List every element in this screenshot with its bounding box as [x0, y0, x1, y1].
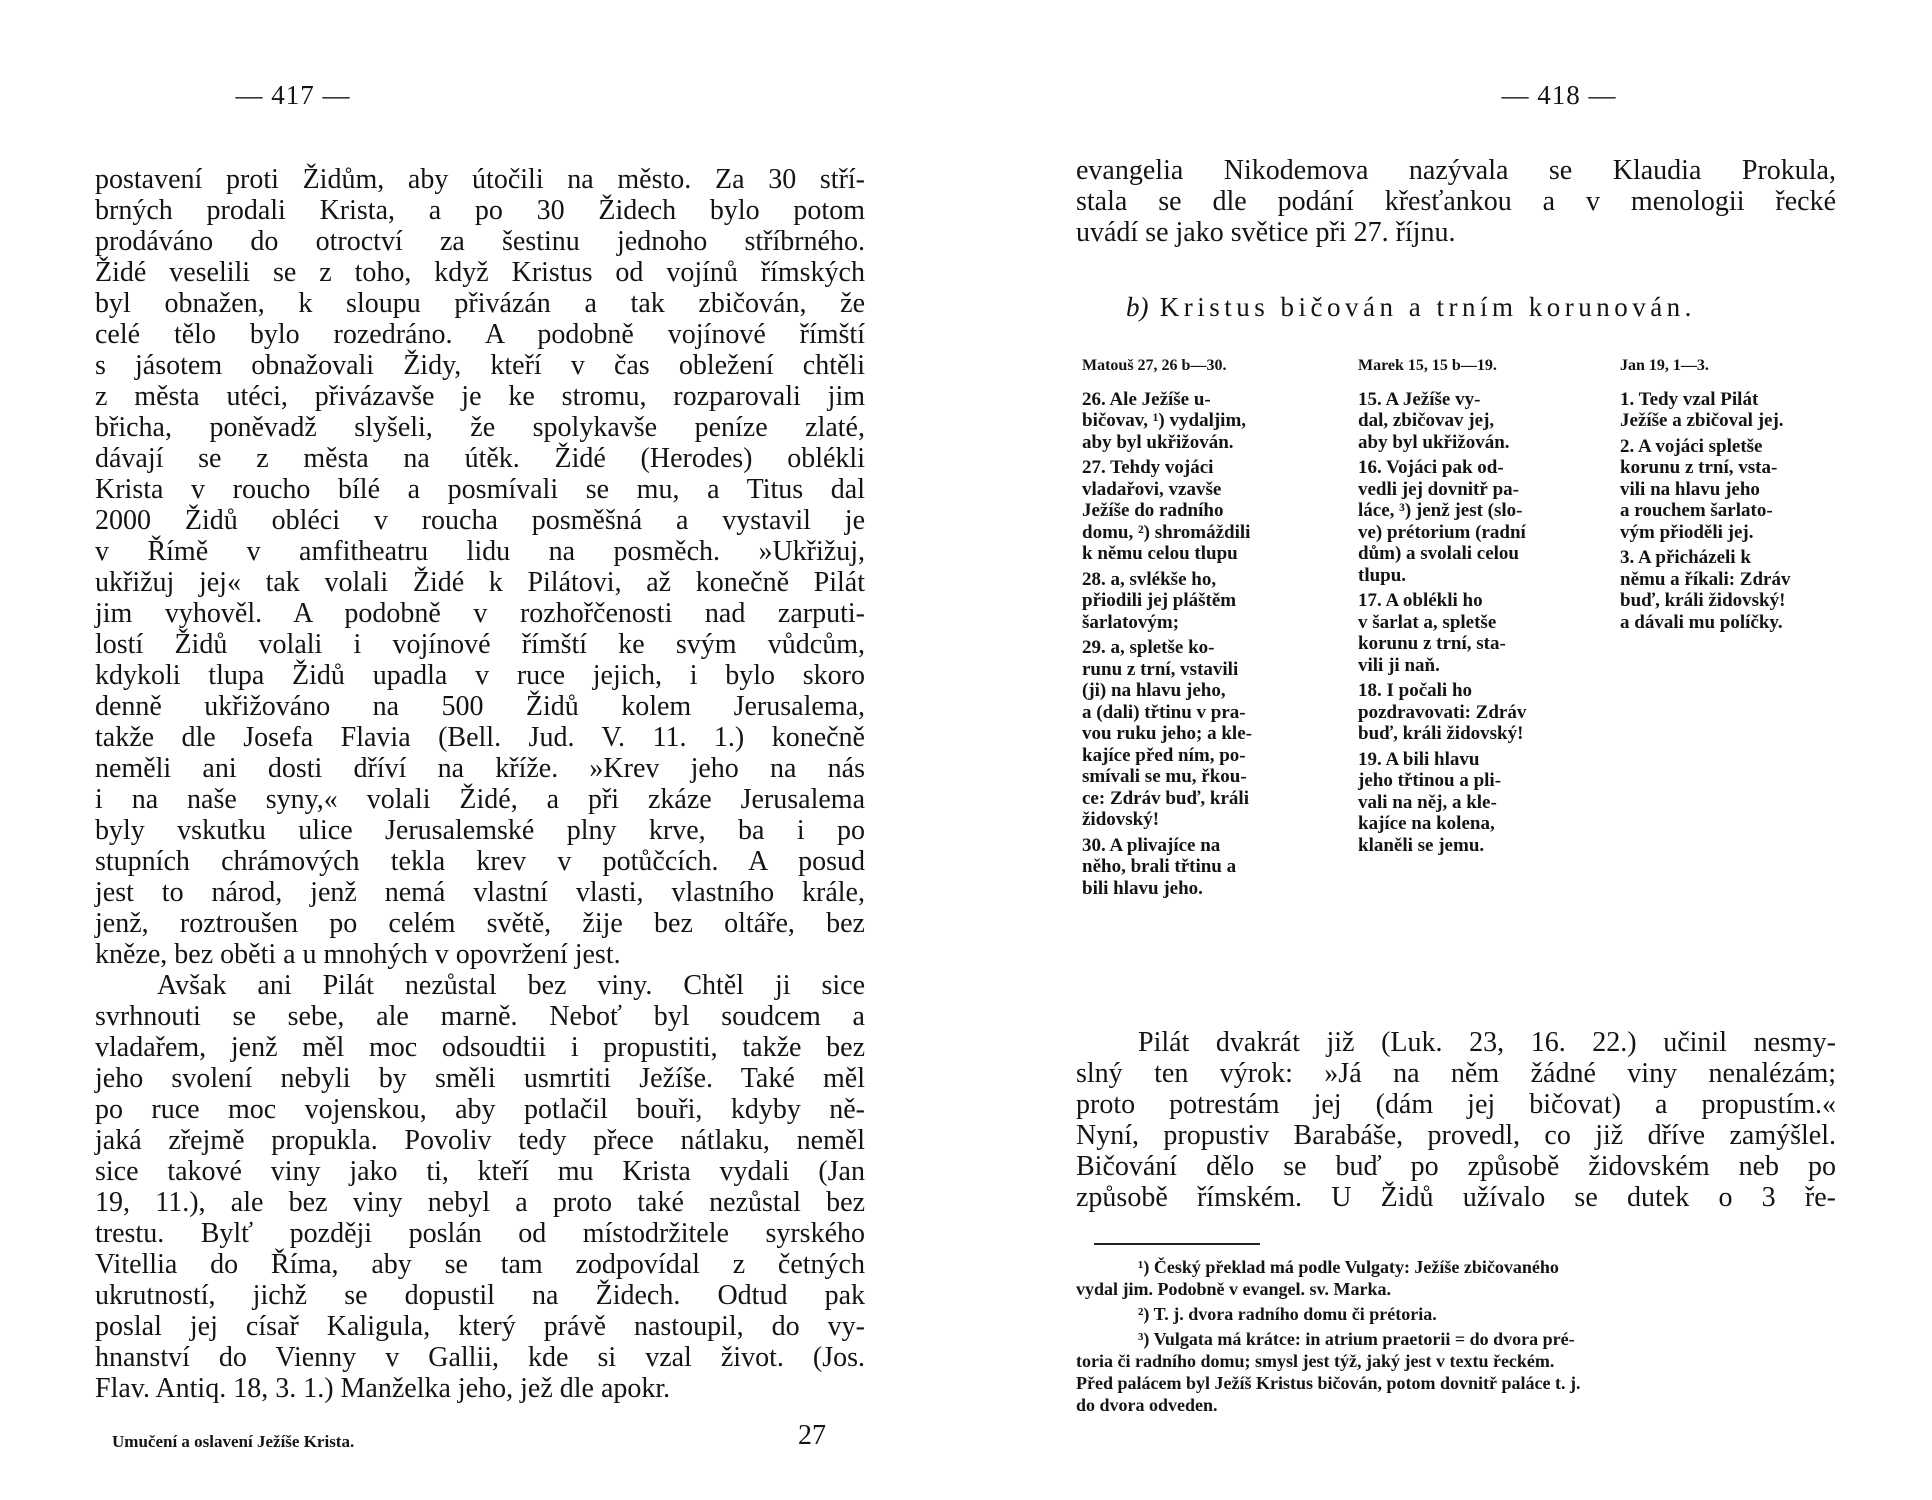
verse-line: domu, ²) shromáždili	[1082, 521, 1251, 543]
column-reference: Marek 15, 15 b—19.	[1358, 357, 1497, 374]
verse-line: (ji) na hlavu jeho,	[1082, 680, 1226, 701]
text-line: Flav. Antiq. 18, 3. 1.) Manželka jeho, jež dle apokr.	[95, 1373, 671, 1404]
text-line: Bičování dělo se buď po způsobě židovském neb po	[1076, 1151, 1836, 1182]
text-line: denně ukřižováno na 500 Židů kolem Jerusalema,	[95, 691, 865, 722]
text-line: jeho svolení nebyli by směli usmrtiti Ježíše. Také měl	[95, 1063, 865, 1094]
verse	[1358, 457, 1576, 586]
verse-line: vedli jej dovnitř pa-	[1358, 478, 1519, 500]
text-line: kněze, bez oběti a u mnohých v opovržení jest.	[95, 939, 621, 970]
text-line: slný ten výrok: »Já na něm žádné viny nenalézám;	[1076, 1058, 1836, 1089]
text-line: vladařem, jenž měl moc odsoudtii i propustiti, takže bez	[95, 1032, 865, 1063]
text-line: stupních chrámových tekla krev v potůčcích. A posud	[95, 846, 865, 877]
verse-line: kajíce před ním, po-	[1082, 744, 1246, 766]
text-line: s jásotem obnažovali Židy, kteří v čas obležení chtěli	[95, 350, 865, 381]
text-line: 2000 Židů obléci v roucha posměšná a vystavil je	[95, 505, 865, 536]
verse-line: 30. A plivajíce na	[1082, 834, 1221, 856]
text-line: brných prodali Krista, a po 30 Židech bylo potom	[95, 195, 865, 226]
text-line: hnanství do Vienny v Gallii, kde si vzal život. (Jos.	[95, 1342, 865, 1373]
text-line: z města utéci, přivázavše je ke stromu, rozparovali jim	[95, 381, 865, 412]
verse-line: korunu z trní, sta-	[1358, 633, 1506, 654]
verse-line: němu a říkali: Zdráv	[1620, 568, 1791, 590]
verse-line: Ježíše a zbičoval jej.	[1620, 410, 1784, 431]
column-reference: Matouš 27, 26 b—30.	[1082, 357, 1227, 374]
text-line: takže dle Josefa Flavia (Bell. Jud. V. 11. 1.) konečně	[95, 722, 865, 753]
footnotes	[1076, 1256, 1836, 1416]
text-line: proto potrestám jej (dám jej bičovat) a propustím.«	[1076, 1089, 1836, 1120]
verse-line: 1. Tedy vzal Pilát	[1620, 388, 1759, 410]
column-reference: Jan 19, 1—3.	[1620, 357, 1709, 374]
verse-line: 2. A vojáci spletše	[1620, 435, 1763, 457]
text-line: Židé veselili se z toho, když Kristus od vojínů římských	[95, 257, 865, 288]
text-line: břicha, poněvadž slyšeli, že spolykavše peníze zlaté,	[95, 412, 865, 443]
verse-line: aby byl ukřižován.	[1082, 431, 1234, 453]
verse-line: dal, zbičovav jej,	[1358, 410, 1495, 431]
verse-line: a dávali mu políčky.	[1620, 611, 1783, 633]
footnote-line: toria či radního domu; smysl jest týž, jaký jest v textu řeckém.	[1076, 1351, 1555, 1371]
verse-line: k němu celou tlupu	[1082, 543, 1238, 564]
verse-line: a rouchem šarlato-	[1620, 500, 1773, 521]
text-line: jest to národ, jenž nemá vlastní vlasti, vlastního krále,	[95, 877, 865, 908]
footnote-divider	[1094, 1243, 1260, 1245]
verse-line: buď, králi židovský!	[1358, 723, 1524, 744]
footnote-line: ³) Vulgata má krátce: in atrium praetorii = do dvora pré-	[1138, 1329, 1575, 1349]
verse-line: vili ji naň.	[1358, 654, 1440, 676]
verse-line: 18. I počali ho	[1358, 680, 1473, 701]
verse-line: kajíce na kolena,	[1358, 813, 1495, 834]
verse-line: vali na něj, a kle-	[1358, 791, 1497, 813]
text-line: ukřižuj jej« tak volali Židé k Pilátovi, až konečně Pilát	[95, 567, 865, 598]
text-line: byly vskutku ulice Jerusalemské plny krve, ba i po	[95, 815, 865, 846]
verse-line: 15. A Ježíše vy-	[1358, 388, 1481, 410]
text-line: poslal jej císař Kaligula, který právě nastoupil, do vy-	[95, 1311, 865, 1342]
verse-line: dům) a svolali celou	[1358, 543, 1519, 564]
text-line: prodáváno do otroctví za šestinu jednoho stříbrného.	[95, 226, 865, 257]
verse-line: vým přioděli jej.	[1620, 521, 1754, 543]
verse-line: 28. a, svlékše ho,	[1082, 568, 1217, 590]
footnote-line: do dvora odveden.	[1076, 1395, 1218, 1415]
verse-line: vou ruku jeho; a kle-	[1082, 723, 1252, 744]
gospel-column-john	[1620, 355, 1852, 633]
footnote-line: ¹) Český překlad má podle Vulgaty: Ježíše zbičovaného	[1138, 1257, 1559, 1277]
text-line: uvádí se jako světice při 27. říjnu.	[1076, 217, 1456, 248]
text-line: 19, 11.), ale bez viny nebyl a proto také nezůstal bez	[95, 1187, 865, 1218]
verse	[1358, 680, 1576, 745]
text-line: lostí Židů volali i vojínové římští ke svým vůdcům,	[95, 629, 865, 660]
verse-line: tlupu.	[1358, 564, 1407, 586]
commentary-paragraph	[1076, 1027, 1836, 1213]
page-number-418: — 418 —	[1501, 80, 1617, 110]
right-page	[966, 0, 1932, 1500]
footnote	[1076, 1256, 1836, 1300]
verse-line: 27. Tehdy vojáci	[1082, 457, 1214, 478]
text-line: Krista v roucho bílé a posmívali se mu, a Titus dal	[95, 474, 865, 505]
verse	[1082, 637, 1300, 831]
text-line: i na naše syny,« volali Židé, a při zkáze Jerusalema	[95, 784, 865, 815]
verse	[1358, 749, 1576, 857]
verse-line: přiodili jej pláštěm	[1082, 590, 1237, 611]
verse-line: smívali se mu, řkou-	[1082, 766, 1247, 787]
verse-line: ve) prétorium (radní	[1358, 521, 1526, 543]
text-line: po ruce moc vojenskou, aby potlačil bouři, kdyby ně-	[95, 1094, 865, 1125]
text-line: neměli ani dosti dříví na kříže. »Krev jeho na nás	[95, 753, 865, 784]
text-line: jenž, roztroušen po celém světě, žije bez oltáře, bez	[95, 908, 865, 939]
footnote	[1076, 1303, 1836, 1325]
text-line: postavení proti Židům, aby útočili na město. Za 30 stří-	[95, 164, 865, 195]
verse-line: Ježíše do radního	[1082, 500, 1224, 521]
text-line: stala se dle podání křesťankou a v menologii řecké	[1076, 186, 1836, 217]
text-line: jim vyhověl. A podobně v rozhořčenosti nad zarputi-	[95, 598, 865, 629]
footnote-line: ²) T. j. dvora radního domu či prétoria.	[1138, 1304, 1437, 1324]
text-line: kdykoli tlupa Židů upadla v ruce jejich, i bylo skoro	[95, 660, 865, 691]
text-line: v Římě v amfitheatru lidu na posměch. »Ukřižuj,	[95, 536, 865, 567]
text-line: ukrutností, jichž se dopustil na Židech. Odtud pak	[95, 1280, 865, 1311]
signature-mark: 27	[798, 1420, 826, 1451]
verse	[1358, 389, 1576, 454]
verse	[1358, 590, 1576, 676]
verse-line: něho, brali třtinu a	[1082, 856, 1237, 877]
text-line: trestu. Bylť později poslán od místodržitele syrského	[95, 1218, 865, 1249]
text-line: Avšak ani Pilát nezůstal bez viny. Chtěl ji sice	[157, 970, 865, 1001]
gospel-column-matthew	[1082, 355, 1300, 899]
text-line: byl obnažen, k sloupu přivázán a tak zbičován, že	[95, 288, 865, 319]
verse-line: bili hlavu jeho.	[1082, 877, 1203, 899]
left-body-text	[95, 164, 865, 1404]
verse-line: vladařovi, vzavše	[1082, 478, 1222, 500]
text-line: způsobě římském. U Židů užívalo se dutek o 3 ře-	[1076, 1182, 1836, 1213]
verse-line: židovský!	[1082, 809, 1160, 830]
gospel-column-mark	[1358, 355, 1576, 856]
text-line: jaká zřejmě propukla. Povoliv tedy přece nátlaku, neměl	[95, 1125, 865, 1156]
text-line: svrhnouti se sebe, ale marně. Neboť byl soudcem a	[95, 1001, 865, 1032]
text-line: dávají se z města na útěk. Židé (Herodes) oblékli	[95, 443, 865, 474]
text-line: Nyní, propustiv Barabáše, provedl, co již dříve zamýšlel.	[1076, 1120, 1836, 1151]
verse-line: a (dali) třtinu v pra-	[1082, 701, 1246, 723]
verse-line: 3. A přicházeli k	[1620, 547, 1751, 568]
verse-line: runu z trní, vstavili	[1082, 658, 1239, 680]
verse-line: bičovav, ¹) vydaljim,	[1082, 410, 1247, 431]
footnote-line: vydal jim. Podobně v evangel. sv. Marka.	[1076, 1279, 1392, 1299]
verse-line: v šarlat a, spletše	[1358, 611, 1497, 633]
section-letter: b)	[1126, 292, 1149, 322]
verse-line: klaněli se jemu.	[1358, 834, 1485, 856]
text-line: evangelia Nikodemova nazývala se Klaudia Prokula,	[1076, 155, 1836, 186]
book-title-footer: Umučení a oslavení Ježíše Krista.	[112, 1432, 355, 1451]
footnote	[1076, 1328, 1836, 1416]
verse-line: pozdravovati: Zdráv	[1358, 701, 1527, 723]
verse-line: 17. A oblékli ho	[1358, 590, 1483, 611]
verse-line: 19. A bili hlavu	[1358, 748, 1480, 770]
intro-text	[1076, 155, 1836, 248]
verse-line: láce, ³) jenž jest (slo-	[1358, 500, 1523, 521]
text-line: Vitellia do Říma, aby se tam zodpovídal z četných	[95, 1249, 865, 1280]
footnote-line: Před palácem byl Ježíš Kristus bičován, potom dovnitř paláce t. j.	[1076, 1373, 1581, 1393]
verse-line: aby byl ukřižován.	[1358, 431, 1510, 453]
section-heading	[1126, 292, 1696, 323]
verse	[1620, 436, 1852, 544]
verse	[1082, 389, 1300, 454]
verse-line: vili na hlavu jeho	[1620, 478, 1760, 500]
verse-line: 16. Vojáci pak od-	[1358, 457, 1504, 478]
verse-line: 26. Ale Ježíše u-	[1082, 388, 1211, 410]
verse-line: jeho třtinou a pli-	[1358, 770, 1502, 791]
section-title: Kristus bičován a trním korunován.	[1159, 292, 1696, 322]
verse	[1082, 569, 1300, 634]
verse-line: 29. a, spletše ko-	[1082, 637, 1215, 658]
verse-line: šarlatovým;	[1082, 611, 1180, 633]
verse	[1620, 547, 1852, 633]
text-line: Pilát dvakrát již (Luk. 23, 16. 22.) učinil nesmy-	[1138, 1027, 1836, 1058]
text-line: sice takové viny jako ti, kteří mu Krista vydali (Jan	[95, 1156, 865, 1187]
text-line: celé tělo bylo rozedráno. A podobně vojínové římští	[95, 319, 865, 350]
verse	[1620, 389, 1852, 432]
verse-line: buď, králi židovský!	[1620, 590, 1786, 611]
verse-line: ce: Zdráv buď, králi	[1082, 787, 1249, 809]
page-number-417: — 417 —	[235, 80, 351, 110]
verse	[1082, 835, 1300, 900]
verse	[1082, 457, 1300, 565]
verse-line: korunu z trní, vsta-	[1620, 457, 1778, 478]
